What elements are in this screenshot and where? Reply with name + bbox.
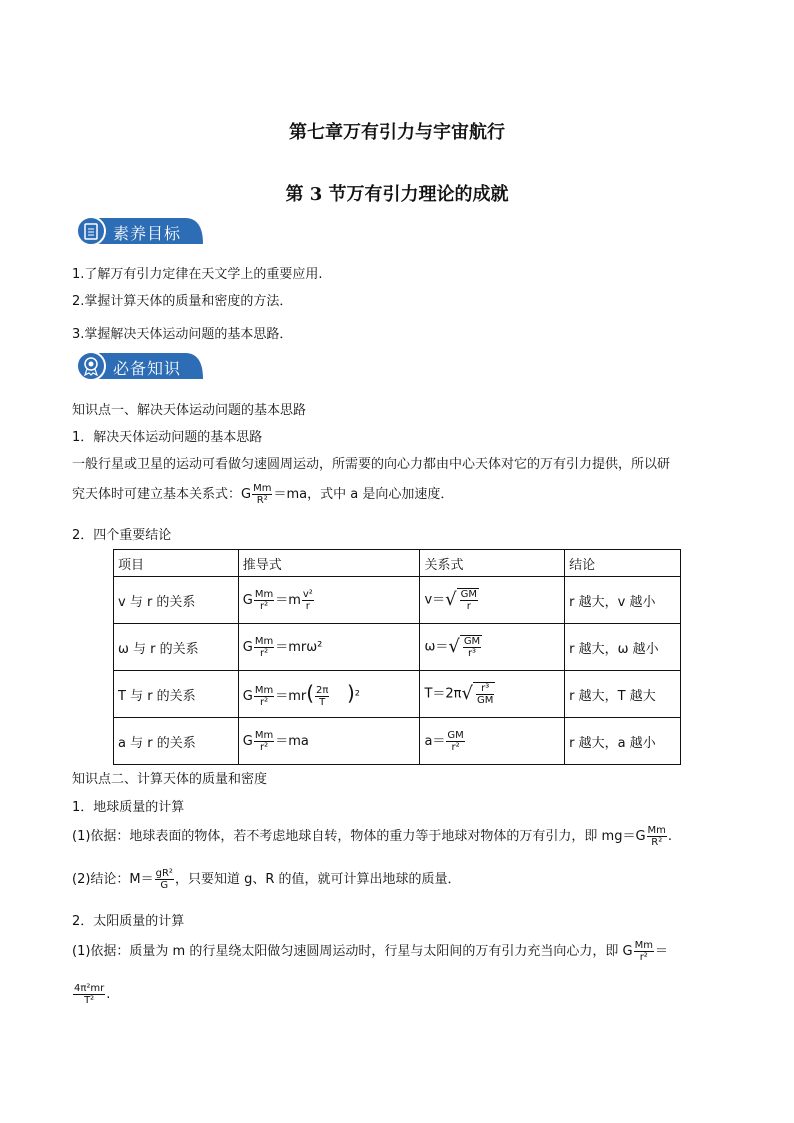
derivation-formula: G $\frac{Mm}{\text{r²}}$ ＝m $\frac{\text{v²}}{r}$ xyxy=(238,577,420,624)
numerator: Mm xyxy=(647,825,666,836)
table-header-row xyxy=(114,550,681,577)
derivation-formula: G $\frac{Mm}{\text{r²}}$ ＝mrω² xyxy=(238,624,420,671)
table-header: 关系式 xyxy=(420,550,565,577)
k2-sub2: 2．太阳质量的计算 xyxy=(72,914,185,929)
goal-banner-label: 素养目标 xyxy=(113,224,182,243)
section-title: 第 3 节万有引力理论的成就 xyxy=(285,184,509,205)
k2-heading: 知识点二、计算天体的质量和密度 xyxy=(72,772,268,787)
row-conclusion: r 越大，v 越小 xyxy=(565,577,681,624)
goal-1: 1.了解万有引力定律在天文学上的重要应用. xyxy=(72,267,323,282)
concl-pre: (2)结论：M＝ xyxy=(72,872,154,887)
conclusions-table xyxy=(113,549,681,765)
k1-para2 xyxy=(72,483,453,506)
row-conclusion: r 越大，ω 越小 xyxy=(565,624,681,671)
clipboard-icon xyxy=(83,222,99,240)
k1-para1: 一般行星或卫星的运动可看做匀速圆周运动，所需要的向心力都由中心天体对它的万有引力提供，所以研 xyxy=(72,457,671,472)
k2-basis1: (1)依据：地球表面的物体，若不考虑地球自转，物体的重力等于地球对物体的万有引力，即 mg＝G $\frac{Mm}{\text{R²}}$ . xyxy=(72,825,673,848)
row-item: v 与 r 的关系 xyxy=(114,577,239,624)
row-item: ω 与 r 的关系 xyxy=(114,624,239,671)
k1-sub1: 1．解决天体运动问题的基本思路 xyxy=(72,430,263,445)
k2-conclusion xyxy=(72,868,461,891)
basis1-text: (1)依据：地球表面的物体，若不考虑地球自转，物体的重力等于地球对物体的万有引力，即 mg＝G xyxy=(72,829,646,844)
k2-basis2-cont: $\frac{\text{4π²mr}}{\text{T²}}$ . xyxy=(74,983,111,1006)
knowledge-banner-label: 必备知识 xyxy=(113,359,182,378)
relation-formula: a＝ $\frac{GM}{\text{r²}}$ xyxy=(420,718,565,765)
fraction xyxy=(634,940,654,963)
para2-post: ＝ma，式中 a 是向心加速度． xyxy=(273,487,454,502)
table-header: 结论 xyxy=(565,550,681,577)
basis2-text: (1)依据：质量为 m 的行星绕太阳做匀速圆周运动时，行星与太阳间的万有引力充当向心力，即 G xyxy=(72,944,633,959)
medal-icon xyxy=(82,356,100,376)
table-header: 推导式 xyxy=(238,550,420,577)
denominator: R² xyxy=(256,495,268,506)
goal-3: 3.掌握解决天体运动问题的基本思路． xyxy=(72,327,293,342)
goal-banner xyxy=(75,216,205,246)
chapter-title: 第七章万有引力与宇宙航行 xyxy=(289,122,505,143)
relation-formula: T＝2π√ $\frac{\text{r³}}{GM}$ xyxy=(420,671,565,718)
fraction xyxy=(252,483,272,506)
para2-pre: 究天体时可建立基本关系式：G xyxy=(72,487,252,502)
table-row xyxy=(114,718,681,765)
denominator: R² xyxy=(651,837,663,848)
numerator: Mm xyxy=(634,940,653,951)
denominator: G xyxy=(160,880,169,891)
table-row xyxy=(114,624,681,671)
table-header: 项目 xyxy=(114,550,239,577)
table-row xyxy=(114,577,681,624)
numerator: gR² xyxy=(155,868,173,879)
derivation-formula: G $\frac{Mm}{\text{r²}}$ ＝mr( $\frac{2\pi}{T}$ )² xyxy=(238,671,420,718)
denominator: T² xyxy=(84,995,95,1006)
denominator: r² xyxy=(639,952,648,963)
concl-post: ，只要知道 g、R 的值，就可计算出地球的质量． xyxy=(174,872,461,887)
relation-formula: ω＝√ $\frac{GM}{\text{r³}}$ xyxy=(420,624,565,671)
knowledge-banner xyxy=(75,351,205,381)
table-row xyxy=(114,671,681,718)
fraction xyxy=(155,868,174,891)
relation-formula: v＝√ $\frac{GM}{r}$ xyxy=(420,577,565,624)
k1-sub2: 2．四个重要结论 xyxy=(72,528,172,543)
k2-sub1: 1．地球质量的计算 xyxy=(72,800,185,815)
goal-2: 2.掌握计算天体的质量和密度的方法． xyxy=(72,294,293,309)
row-item: T 与 r 的关系 xyxy=(114,671,239,718)
basis2-eq: ＝ xyxy=(654,944,668,959)
fraction xyxy=(647,825,667,848)
numerator: Mm xyxy=(253,483,272,494)
row-conclusion: r 越大，T 越大 xyxy=(565,671,681,718)
row-conclusion: r 越大，a 越小 xyxy=(565,718,681,765)
k2-basis2 xyxy=(72,940,668,963)
row-item: a 与 r 的关系 xyxy=(114,718,239,765)
fraction xyxy=(73,983,105,1006)
numerator: 4π²mr xyxy=(74,983,105,994)
k1-heading: 知识点一、解决天体运动问题的基本思路 xyxy=(72,403,307,418)
derivation-formula: G $\frac{Mm}{\text{r²}}$ ＝ma xyxy=(238,718,420,765)
